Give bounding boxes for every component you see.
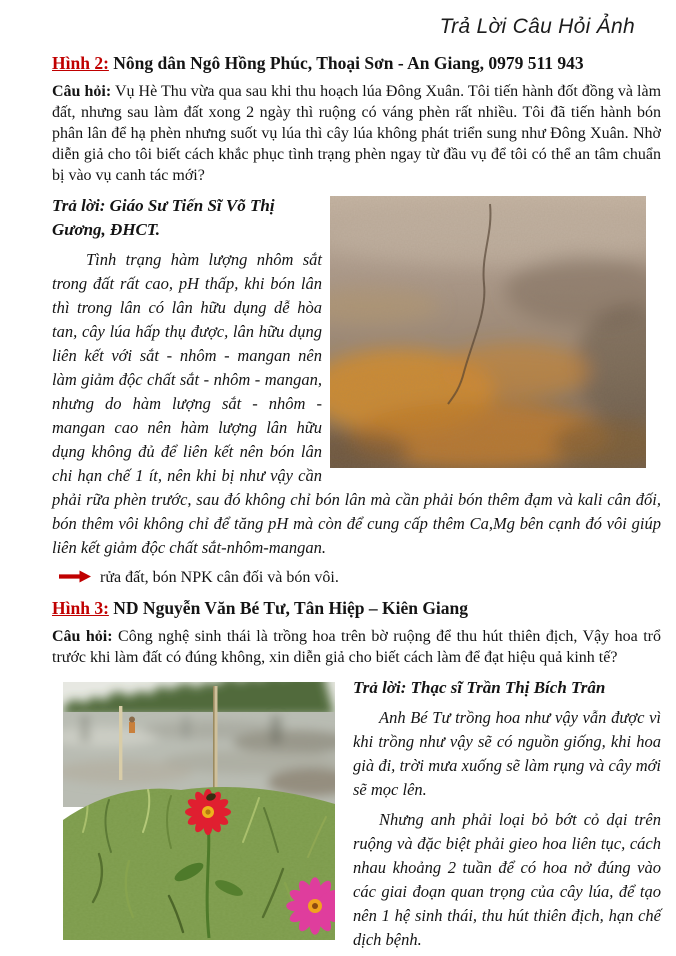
figure-2-heading [52, 53, 661, 74]
summary-line [52, 567, 661, 589]
figure-3-title: ND Nguyễn Văn Bé Tư, Tân Hiệp – Kiên Giang [113, 598, 469, 618]
figure-3-heading [52, 598, 661, 619]
photo-flower-paddy-bund [63, 682, 335, 940]
answer-2-block [52, 676, 661, 952]
answer-2-paragraph-1: Anh Bé Tư trồng hoa như vậy vẫn được vì khi trồng như vậy sẽ có nguồn giống, khi hoa già đi, trời mưa xuống sẽ làm rụng và cây mới sẽ mọc lên. [353, 708, 661, 799]
answer-2-paragraph-2: Nhưng anh phải loại bỏ bớt cỏ dại trên ruộng và đặc biệt phải gieo hoa liên tục, cách nhau khoảng 2 tuần để có hoa nở đúng vào các giai đoạn quan trọng của cây lúa, để tạo nên 1 hệ sinh thái, thu hút thiên địch, hạn chế dịch bệnh. [353, 810, 661, 949]
question-1 [52, 81, 661, 186]
red-arrow-icon [58, 568, 92, 589]
answer-1-block [52, 194, 661, 560]
question-1-label: Câu hỏi: [52, 83, 112, 100]
page-title: Trả Lời Câu Hỏi Ảnh [439, 15, 635, 38]
question-2-label: Câu hỏi: [52, 628, 113, 645]
answer-1-text: Tình trạng hàm lượng nhôm sắt trong đất rất cao, pH thấp, khi bón lân thì trong lân có lân hữu dụng dễ hòa tan, cây lúa hấp thụ được, lân hữu dụng liên kết với sắt - nhôm - mangan nên làm giảm độc chất sắt - nhôm - mangan, nhưng do hàm lượng sắt - nhôm - mangan cao nên hàm lượng lân hữu dụng không đủ để liên kết nên bón lân chi hạn chế 1 ít, nên khi bị như vậy cần phải rữa phèn trước, sau đó không chỉ bón lân mà cần phải bón thêm đạm và kali cân đối, bón thêm vôi không chỉ để tăng pH mà còn để cung cấp thêm Ca,Mg bên cạnh đó vôi giúp liên kết giảm độc chất sắt-nhôm-mangan. [52, 250, 661, 557]
photo-acid-sulfate-field [330, 196, 646, 468]
field-photo-graphic [330, 196, 646, 468]
bund-photo-graphic [63, 682, 335, 940]
answer-2-heading: Trả lời: Thạc sĩ Trần Thị Bích Trân [353, 678, 606, 697]
question-1-text: Vụ Hè Thu vừa qua sau khi thu hoạch lúa Đông Xuân. Tôi tiến hành đốt đồng và làm đất, nhưng sau làm đất xong 2 ngày thì ruộng có váng phèn rất nhiều. Tôi đã tiến hành bón phân lân để hạ phèn nhưng suốt vụ lúa thì cây lúa không phát triển sung như Đông Xuân. Nhờ diễn giả cho tôi biết cách khắc phục tình trạng phèn ngay từ đầu vụ để tôi có thể an tâm chuẩn bị vào vụ canh tác mới? [52, 83, 662, 184]
question-2 [52, 626, 661, 668]
answer-1-heading: Trả lời: Giáo Sư Tiến Sĩ Võ Thị Gương, ĐHCT. [52, 196, 275, 239]
summary-text: rửa đất, bón NPK cân đối và bón vôi. [100, 569, 339, 586]
figure-2-title: Nông dân Ngô Hồng Phúc, Thoại Sơn - An Giang, 0979 511 943 [113, 53, 584, 73]
question-2-text: Công nghệ sinh thái là trồng hoa trên bờ ruộng để thu hút thiên địch, Vậy hoa trổ trước khi làm đất có đúng không, xin diễn giả cho biết cách làm để đạt hiệu quả kinh tế? [52, 628, 662, 666]
figure-3-label: Hình 3: [52, 598, 109, 618]
figure-2-label: Hình 2: [52, 53, 109, 73]
